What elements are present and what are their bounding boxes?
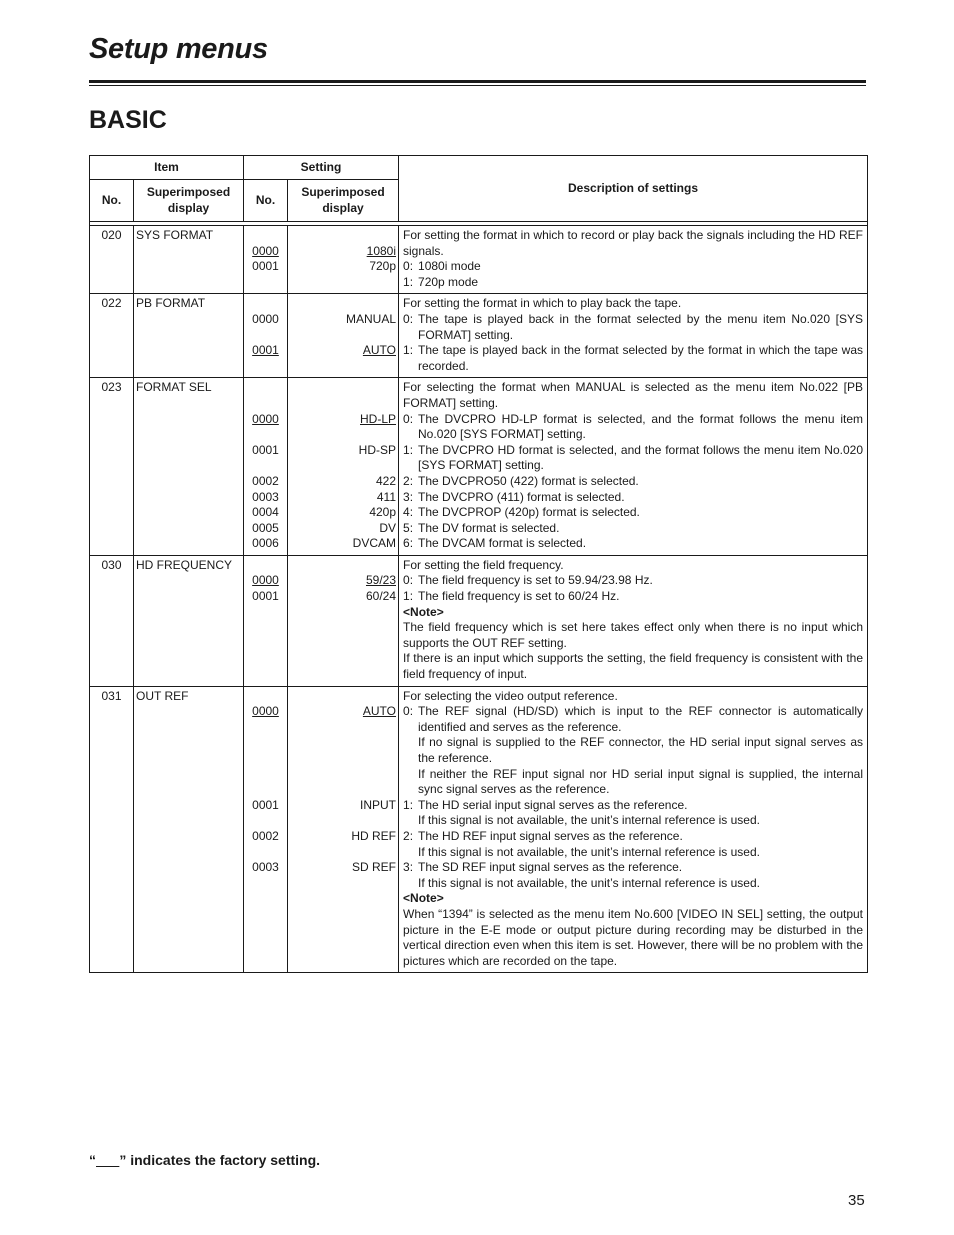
description-text: When “1394” is selected as the menu item No.600 [VIDEO IN SEL] setting, the output picture in the E-E mode or output picture during recording may be disturbed in the vertical direction even when this item is set. However, there will be no problem with the pictures which are recorded on the tape. [403,906,864,968]
factory-setting-display: 59/23 [365,573,397,588]
setting-value-no: 0004 [252,505,279,520]
item-display: HD FREQUENCY [136,557,233,572]
option-number: 1: [403,343,414,358]
option-text: The DV format is selected. [418,520,560,535]
setting-value-display: SD REF [352,860,397,875]
setting-value-display: HD-SP [358,442,397,457]
option-number: 0: [403,311,414,326]
setting-value-display: HD REF [351,829,397,843]
setting-value-no: 0000 [252,311,279,326]
header-description: Description of settings [399,156,868,222]
item-no: 020 [101,228,122,242]
option-text: 1080i mode [418,259,481,274]
factory-setting-no: 0000 [252,704,279,719]
option-number: 3: [403,489,414,504]
option-description [403,275,863,291]
item-no-cell [90,378,134,556]
setting-value-no: 0001 [252,589,279,604]
footnote-underline-sample [96,1152,119,1168]
header-superimposed: Superimposed display [134,180,244,222]
table-row [90,378,868,556]
note-label: <Note> [403,891,444,906]
description-cell [399,686,868,973]
setting-value-display: DVCAM [352,536,397,551]
setting-value-display [288,244,396,260]
item-no-cell [90,555,134,686]
description-cell [399,378,868,556]
option-text: The REF signal (HD/SD) which is input to the REF connector is automatically identified and serves as the reference. [418,704,864,734]
setting-value-display: 720p [369,259,397,274]
option-number: 1: [403,797,414,812]
setting-no-cell [244,686,288,973]
setting-no-cell [244,555,288,686]
option-number: 0: [403,411,414,426]
description-subtext: If this signal is not available, the unit’s internal reference is used. [418,844,760,859]
factory-setting-no: 0000 [252,573,279,588]
setting-display-cell [288,294,399,378]
setting-value-no: 0001 [252,259,279,274]
setting-value-no [244,412,287,443]
setting-value-no: 0003 [252,489,279,504]
title-rule-thin [89,85,866,86]
footnote-open-quote: “ [89,1152,96,1168]
setting-value-display: INPUT [360,797,397,812]
description-text: If there is an input which supports the setting, the field frequency is consistent with the field frequency of input. [403,651,864,682]
option-number: 0: [403,259,414,274]
setting-value-no [244,244,287,260]
table-row [90,226,868,294]
item-no: 031 [101,688,122,703]
setting-spacer [244,689,287,705]
setting-value-display [288,704,396,798]
table-body [90,226,868,973]
item-display: FORMAT SEL [136,380,212,395]
option-text: 720p mode [418,274,479,289]
description-text: For selecting the video output reference. [403,688,618,703]
option-text: The DVCPROP (420p) format is selected. [418,505,640,520]
setting-value-display: 422 [375,473,397,488]
option-text: The HD serial input signal serves as the reference. [418,797,688,812]
setting-spacer [244,228,287,244]
item-display: PB FORMAT [136,296,206,311]
option-text: The tape is played back in the format selected by the menu item No.020 [SYS FORMAT] setting. [418,311,864,342]
setting-display-cell [288,378,399,556]
page-number: 35 [848,1192,865,1209]
setting-value-no: 0001 [252,797,279,812]
setting-value-display [288,412,396,443]
option-text: The field frequency is set to 59.94/23.98 Hz. [418,573,653,588]
description-text: For setting the field frequency. [403,557,564,572]
setting-value-no: 0003 [252,860,279,875]
setting-no-cell [244,294,288,378]
header-no: No. [90,180,134,222]
option-number: 1: [403,274,414,289]
section-title: BASIC [89,106,167,134]
option-description [403,829,863,845]
header-setting-superimposed: Superimposed display [288,180,399,222]
header-item: Item [90,156,244,180]
page-title: Setup menus [89,33,268,65]
description-text: For setting the format in which to record or play back the signals including the HD REF signals. [403,228,864,258]
setting-display-cell [288,555,399,686]
option-text: The DVCPRO (411) format is selected. [418,489,625,504]
option-description [403,704,863,735]
option-description [403,589,863,605]
item-display-cell [134,686,244,973]
setting-value-no [244,343,287,374]
setting-display-cell [288,226,399,294]
item-no-cell [90,294,134,378]
setting-no-cell [244,378,288,556]
option-text: The DVCPRO HD-LP format is selected, and the format follows the menu item No.020 [SYS FORMAT] setting. [418,411,864,442]
option-description [403,573,863,589]
setting-display-cell [288,686,399,973]
option-number: 0: [403,704,414,719]
factory-setting-no: 0001 [252,343,279,358]
item-display-cell [134,294,244,378]
option-number: 5: [403,520,414,535]
title-rule [89,80,866,83]
factory-setting-display: HD-LP [360,411,397,426]
footnote-text: ” indicates the factory setting. [119,1152,321,1168]
item-no-cell [90,686,134,973]
setting-spacer [288,228,396,244]
item-no: 030 [101,557,122,572]
item-no-cell [90,226,134,294]
option-description [403,798,863,814]
option-text: The DVCPRO HD format is selected, and the format follows the menu item No.020 [SYS FORMAT] setting. [418,442,864,473]
option-description [403,343,863,374]
description-cell [399,555,868,686]
item-display-cell [134,378,244,556]
header-row-1 [90,156,868,180]
setting-value-display: 420p [369,505,397,520]
factory-setting-no: 0000 [252,243,279,258]
description-subtext: If this signal is not available, the unit’s internal reference is used. [418,875,760,890]
setting-value-no [244,573,287,589]
setting-value-no: 0001 [252,442,279,457]
table-row [90,555,868,686]
option-text: The HD REF input signal serves as the reference. [418,828,683,843]
description-subtext: If no signal is supplied to the REF connector, the HD serial input signal serves as the reference. [418,735,864,765]
setting-value-display: MANUAL [346,311,397,326]
setting-spacer [288,296,396,312]
description-subtext: If neither the REF input signal nor HD serial input signal is supplied, the internal sync signal serves as the reference. [418,766,864,797]
option-number: 2: [403,473,414,488]
setting-value-no: 0002 [252,473,279,488]
description-text: For selecting the format when MANUAL is selected as the menu item No.022 [PB FORMAT] setting. [403,380,864,410]
settings-table [89,155,868,973]
factory-setting-no: 0000 [252,411,279,426]
setting-value-display: 60/24 [365,589,397,604]
option-text: The DVCPRO50 (422) format is selected. [418,473,639,488]
header-setting-no: No. [244,180,288,222]
setting-no-cell [244,226,288,294]
item-display-cell [134,226,244,294]
setting-value-no: 0005 [252,520,279,535]
option-number: 2: [403,828,414,843]
header-setting: Setting [244,156,399,180]
item-no: 023 [101,380,122,395]
factory-setting-display: AUTO [362,343,397,358]
item-display: OUT REF [136,688,189,703]
setting-spacer [288,558,396,574]
option-text: The DVCAM format is selected. [418,536,587,551]
description-cell [399,294,868,378]
description-text: The field frequency which is set here takes effect only when there is no input which supports the OUT REF setting. [403,620,864,650]
note-label: <Note> [403,604,444,619]
option-description [403,412,863,443]
description-cell [399,226,868,294]
option-description [403,474,863,490]
setting-spacer [244,296,287,312]
option-description [403,505,863,521]
description-subtext: If this signal is not available, the unit’s internal reference is used. [418,813,760,828]
option-description [403,860,863,876]
setting-value-display [288,343,396,374]
option-number: 1: [403,442,414,457]
table-row [90,686,868,973]
setting-value-no: 0002 [252,829,279,843]
item-display: SYS FORMAT [136,228,214,242]
table-row [90,294,868,378]
setting-value-display [288,573,396,589]
setting-spacer [288,380,396,411]
setting-value-display: 411 [376,489,397,504]
item-display-cell [134,555,244,686]
factory-setting-display: 1080i [366,243,397,258]
option-text: The tape is played back in the format selected by the format in which the tape was recorded. [418,343,864,373]
option-text: The SD REF input signal serves as the reference. [418,860,683,875]
setting-spacer [244,558,287,574]
setting-value-no [244,704,287,798]
option-number: 6: [403,536,414,551]
option-description [403,536,863,552]
item-no: 022 [101,296,122,311]
option-description [403,521,863,537]
setting-value-no: 0006 [252,536,279,551]
factory-setting-footnote [89,1152,320,1168]
option-number: 0: [403,573,414,588]
factory-setting-display: AUTO [362,704,397,719]
option-number: 4: [403,505,414,520]
option-description [403,312,863,343]
option-description [403,259,863,275]
option-number: 3: [403,860,414,875]
option-description [403,490,863,506]
setting-value-display: DV [379,520,397,535]
option-text: The field frequency is set to 60/24 Hz. [418,589,620,604]
option-description [403,443,863,474]
setting-spacer [244,380,287,411]
option-number: 1: [403,589,414,604]
description-text: For setting the format in which to play back the tape. [403,296,682,311]
setting-spacer [288,689,396,705]
